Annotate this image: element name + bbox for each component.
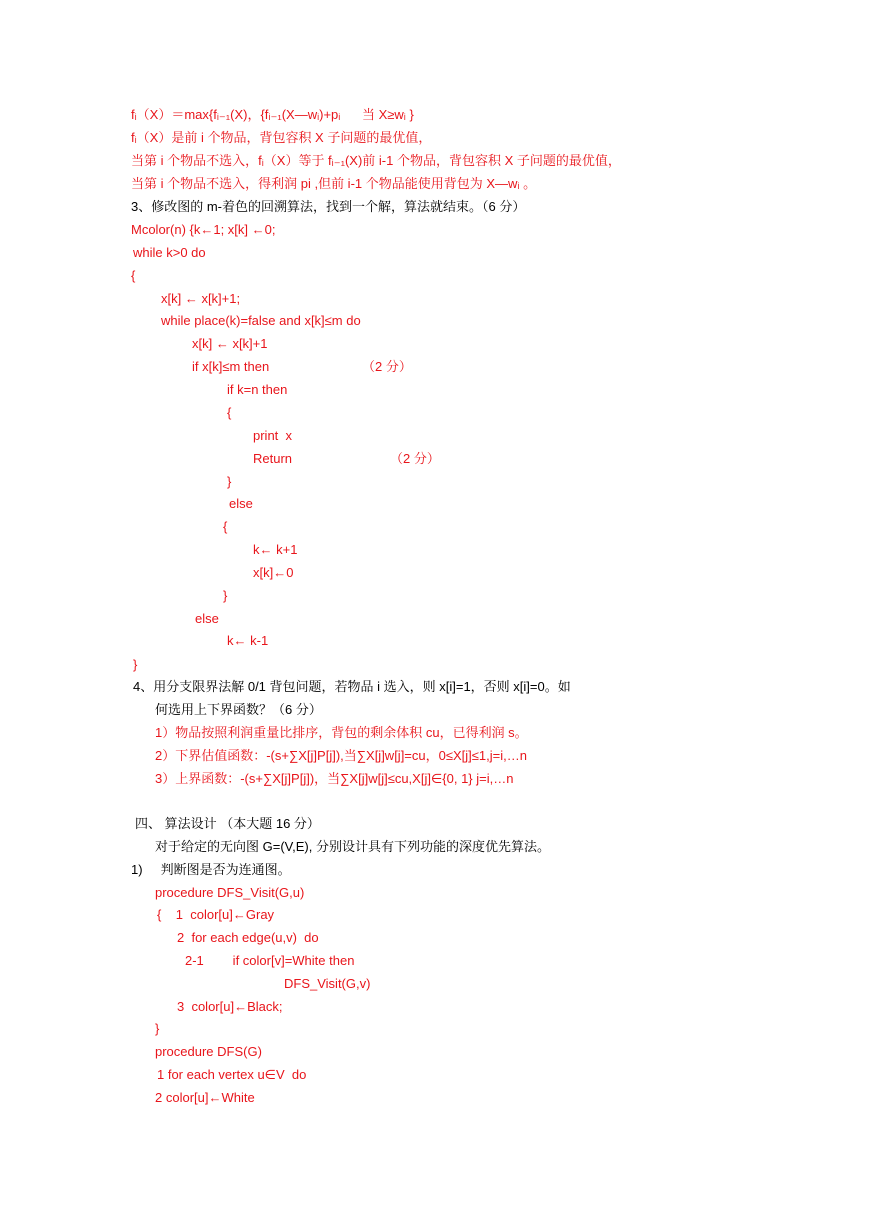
text-line: 2-1 if color[v]=White then	[185, 953, 355, 968]
text-line: while k>0 do	[133, 245, 206, 260]
text-line: }	[133, 657, 138, 672]
text-line: 2）下界估值函数：-(s+∑X[j]P[j]),当∑X[j]w[j]=cu，0≤X[j]≤1,j=i,…n	[155, 748, 527, 763]
text-line: fᵢ（X）＝max{fᵢ₋₁(X)，{fᵢ₋₁(X—wᵢ)+pᵢ 当 X≥wᵢ }	[131, 107, 414, 122]
text-line: k← k-1	[227, 633, 269, 648]
text-line: 1）物品按照利润重量比排序，背包的剩余体积 cu，已得利润 s。	[155, 725, 528, 740]
text-line: DFS_Visit(G,v)	[284, 976, 371, 991]
text-line: if k=n then	[227, 382, 288, 397]
text-line: while place(k)=false and x[k]≤m do	[161, 313, 361, 328]
text-line: {	[131, 268, 136, 283]
text-line: { 1 color[u]←Gray	[157, 907, 275, 922]
text-line: 4、用分支限界法解 0/1 背包问题，若物品 i 选入，则 x[i]=1，否则 x[i]=0。如	[133, 679, 571, 694]
text-line: }	[227, 474, 232, 489]
text-line: （2 分）	[390, 451, 440, 466]
text-line: x[k] ← x[k]+1;	[161, 291, 241, 306]
text-line: 3 color[u]←Black;	[177, 999, 283, 1014]
text-line: 对于给定的无向图 G=(V,E), 分别设计具有下列功能的深度优先算法。	[155, 839, 550, 854]
text-line: {	[227, 405, 232, 420]
text-line: else	[195, 611, 219, 626]
text-line: x[k] ← x[k]+1	[192, 336, 268, 351]
text-line: x[k]←0	[253, 565, 294, 580]
text-line: Mcolor(n) {k←1; x[k] ←0;	[131, 222, 276, 237]
text-line: 四、 算法设计 （本大题 16 分）	[135, 816, 320, 831]
text-line: {	[223, 519, 228, 534]
text-line: 当第 i 个物品不选入，fᵢ（X）等于 fᵢ₋₁(X)前 i-1 个物品，背包容积 X 子问题的最优值，	[131, 153, 621, 168]
text-line: 何选用上下界函数？（6 分）	[155, 702, 322, 717]
text-line: fᵢ（X）是前 i 个物品，背包容积 X 子问题的最优值，	[131, 130, 432, 145]
text-line: 当第 i 个物品不选入，得利润 pi ,但前 i-1 个物品能使用背包为 X—wᵢ 。	[131, 176, 537, 191]
text-line: procedure DFS(G)	[155, 1044, 262, 1059]
text-line: k← k+1	[253, 542, 298, 557]
text-line: }	[155, 1021, 160, 1036]
text-line: 2 for each edge(u,v) do	[177, 930, 319, 945]
text-line: else	[229, 496, 253, 511]
text-line: 2 color[u]←White	[155, 1090, 255, 1105]
text-line: procedure DFS_Visit(G,u)	[155, 885, 305, 900]
text-line: }	[223, 588, 228, 603]
text-line: if x[k]≤m then	[192, 359, 270, 374]
text-line: print x	[253, 428, 293, 443]
text-line: Return	[253, 451, 293, 466]
text-line: 1) 判断图是否为连通图。	[131, 862, 291, 877]
text-line: 3、修改图的 m-着色的回溯算法，找到一个解，算法就结束。（6 分）	[131, 199, 526, 214]
text-line: 3）上界函数：-(s+∑X[j]P[j])，当∑X[j]w[j]≤cu,X[j]∈{0, 1} j=i,…n	[155, 771, 514, 786]
text-line: 1 for each vertex u∈V do	[157, 1067, 307, 1082]
text-line: （2 分）	[362, 359, 412, 374]
